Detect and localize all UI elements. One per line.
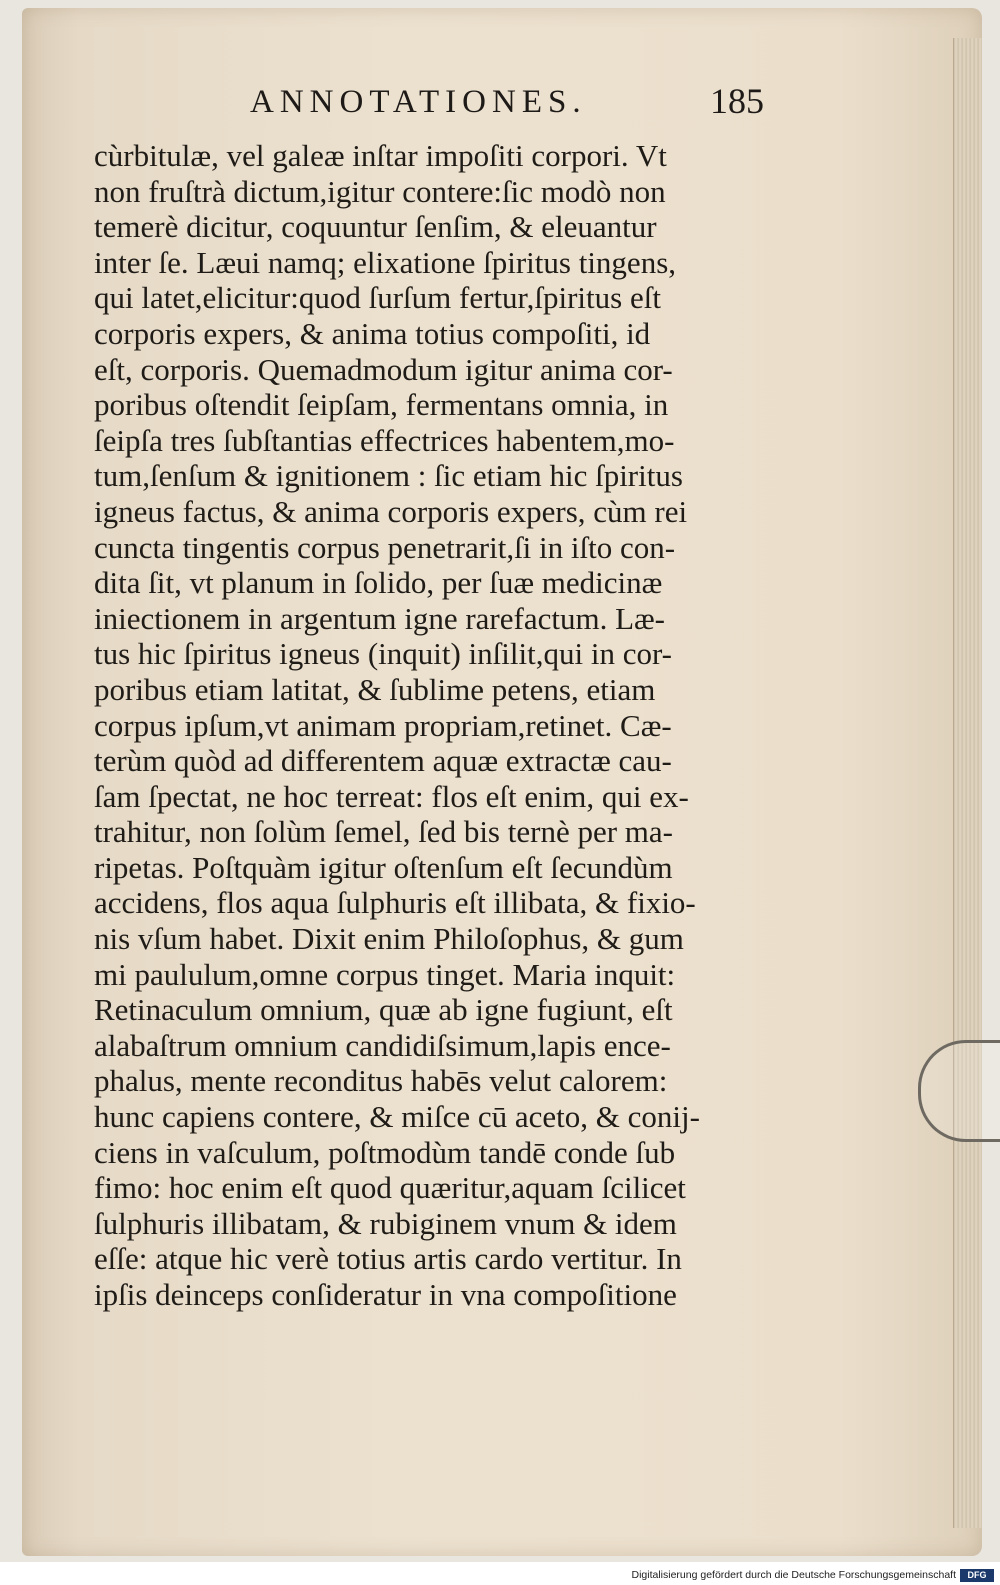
text-line: ciens in vaſculum, poſtmodùm tandē conde ſub <box>94 1134 676 1170</box>
text-line: ſam ſpectat, ne hoc terreat: flos eſt enim, qui ex- <box>94 778 689 814</box>
text-line: ripetas. Poſtquàm igitur oſtenſum eſt ſecundùm <box>94 849 673 885</box>
running-head: ANNOTATIONES. <box>250 84 587 120</box>
text-line: hunc capiens contere, & miſce cū aceto, & conij- <box>94 1099 700 1135</box>
text-line: phalus, mente reconditus habēs velut calorem: <box>94 1063 668 1099</box>
text-line: corpus ipſum,vt animam propriam,retinet. Cæ- <box>94 707 672 743</box>
text-line: iniectionem in argentum igne rarefactum. Læ- <box>94 600 666 636</box>
dfg-logo: DFG <box>960 1569 994 1582</box>
text-line: Retinaculum omnium, quæ ab igne fugiunt, eſt <box>94 992 673 1028</box>
page-edges <box>953 38 982 1528</box>
text-line: tus hic ſpiritus igneus (inquit) inſilit,qui in cor- <box>94 636 672 672</box>
text-line: eſt, corporis. Quemadmodum igitur anima cor- <box>94 351 673 387</box>
text-line: corporis expers, & anima totius compoſiti, id <box>94 315 651 351</box>
text-line: ſeipſa tres ſubſtantias effectrices habentem,mo- <box>94 422 675 458</box>
text-line: cuncta tingentis corpus penetrarit,ſi in iſto con- <box>94 529 676 565</box>
text-line: nis vſum habet. Dixit enim Philoſophus, & gum <box>94 921 684 957</box>
text-line: alabaſtrum omnium candidiſsimum,lapis ence- <box>94 1027 671 1063</box>
text-line: poribus oſtendit ſeipſam, fermentans omnia, in <box>94 387 669 423</box>
text-line: trahitur, non ſolùm ſemel, ſed bis ternè per ma- <box>94 814 673 850</box>
text-line: temerè dicitur, coquuntur ſenſim, & eleuantur <box>94 209 657 245</box>
text-line: mi paululum,omne corpus tinget. Maria inquit: <box>94 956 676 992</box>
text-line: qui latet,elicitur:quod ſurſum fertur,ſpiritus eſt <box>94 280 661 316</box>
text-line: dita ſit, vt planum in ſolido, per ſuæ medicinæ <box>94 565 663 601</box>
text-line: fimo: hoc enim eſt quod quæritur,aquam ſcilicet <box>94 1170 686 1206</box>
text-line: poribus etiam latitat, & ſublime petens, etiam <box>94 671 656 707</box>
text-line: tum,ſenſum & ignitionem : ſic etiam hic ſpiritus <box>94 458 683 494</box>
text-line: non fruſtrà dictum,igitur contere:ſic modò non <box>94 173 666 209</box>
text-line: eſſe: atque hic verè totius artis cardo vertitur. In <box>94 1241 682 1277</box>
text-line: inter ſe. Læui namq; elixatione ſpiritus tingens, <box>94 244 677 280</box>
text-block <box>94 138 774 1313</box>
text-line: accidens, flos aqua ſulphuris eſt illibata, & fixio- <box>94 885 696 921</box>
book-page <box>22 8 982 1556</box>
text-line: terùm quòd ad differentem aquæ extractæ cau- <box>94 743 672 779</box>
text-line: ſulphuris illibatam, & rubiginem vnum & idem <box>94 1205 677 1241</box>
text-line: ipſis deinceps conſideratur in vna compoſitione <box>94 1277 677 1312</box>
page-number: 185 <box>710 81 764 121</box>
metal-clasp <box>918 1040 1000 1142</box>
text-line: cùrbitulæ, vel galeæ inſtar impoſiti corpori. Vt <box>94 138 667 173</box>
digitization-credit: Digitalisierung gefördert durch die Deutsche Forschungsgemeinschaft <box>631 1569 956 1581</box>
text-line: igneus factus, & anima corporis expers, cùm rei <box>94 493 688 529</box>
